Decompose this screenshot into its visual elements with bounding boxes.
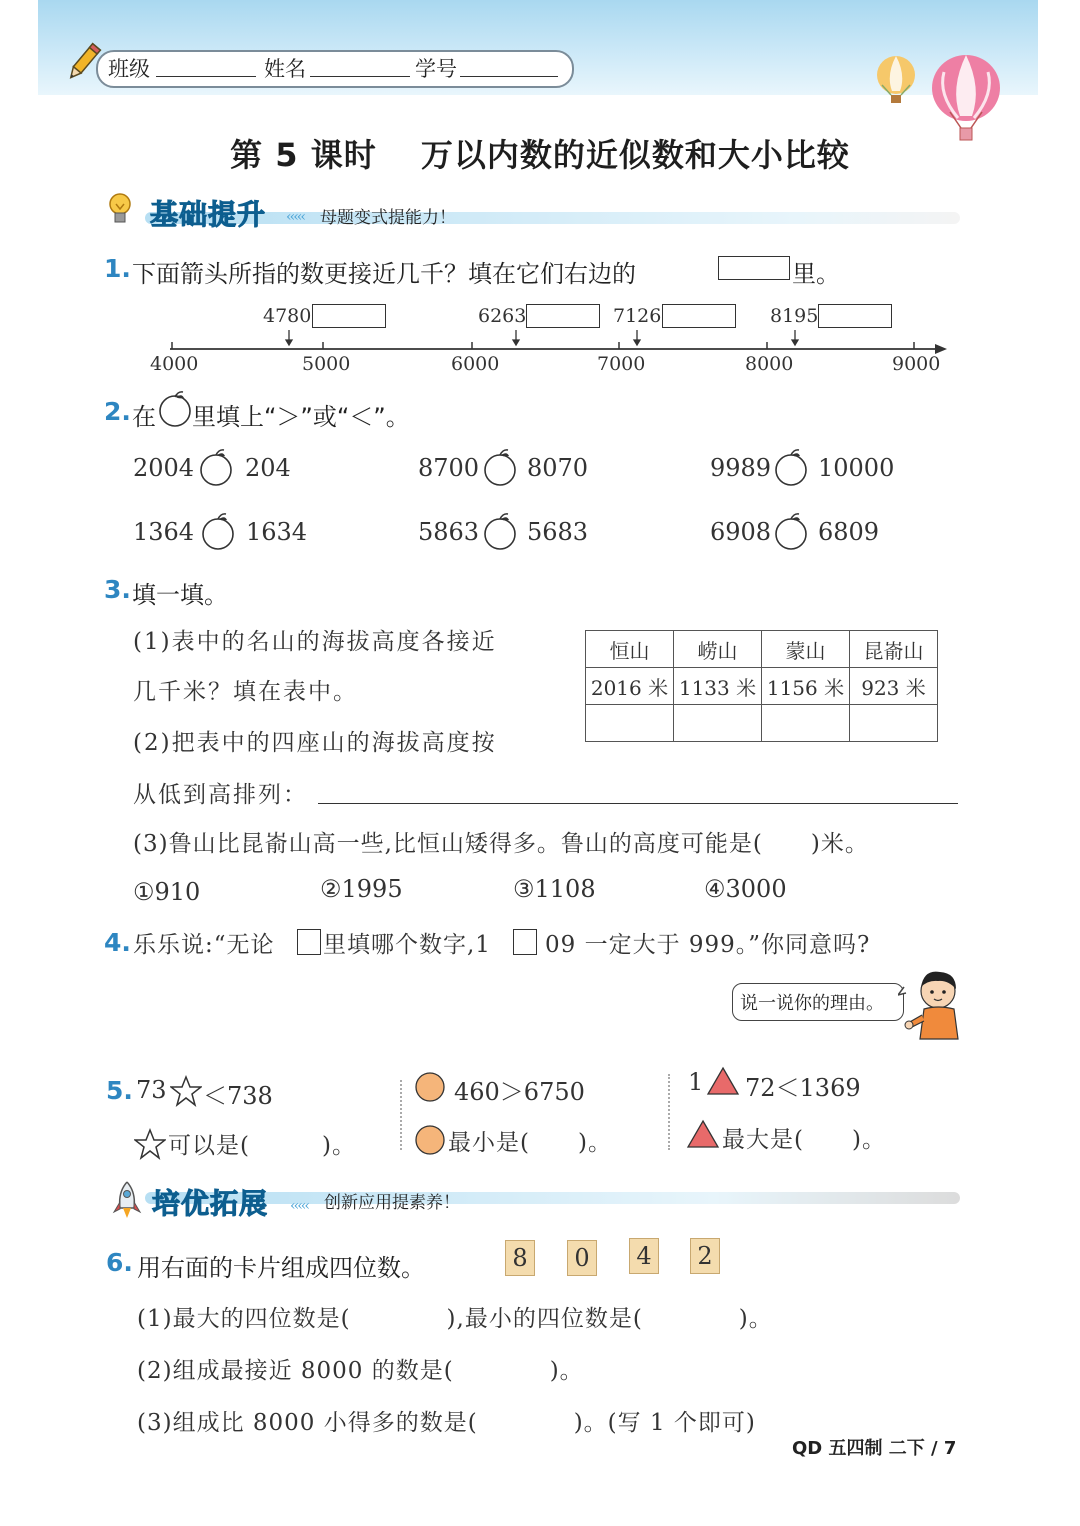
apple-answer-circle[interactable]	[771, 446, 811, 486]
compare-left: 2004	[133, 454, 195, 482]
expression-text: 72＜1369	[745, 1074, 861, 1102]
compare-right: 204	[245, 454, 291, 482]
digit-card: 4	[629, 1238, 659, 1274]
lightbulb-icon	[106, 192, 134, 226]
star-icon	[170, 1075, 202, 1107]
apple-answer-circle[interactable]	[198, 510, 238, 550]
question-text: 填一填。	[132, 581, 228, 609]
question-text: 下面箭头所指的数更接近几千？填在它们右边的	[132, 260, 636, 288]
name-field[interactable]	[310, 76, 410, 77]
question-number: 3.	[104, 575, 131, 604]
question-number: 1.	[104, 254, 131, 283]
red-triangle-icon	[686, 1119, 720, 1149]
id-field[interactable]	[460, 76, 558, 77]
section-subtitle-basic: 母题变式提能力！	[320, 208, 456, 228]
tick-label: 8000	[745, 353, 794, 375]
apple-answer-circle[interactable]	[771, 510, 811, 550]
question-text: 乐乐说:“无论	[133, 932, 275, 958]
compare-right: 6809	[818, 518, 880, 546]
compare-left: 6908	[710, 518, 772, 546]
digit-box-icon	[513, 929, 537, 955]
answer-prompt: 可以是( )。	[168, 1133, 356, 1159]
subquestion-text: (2)组成最接近 8000 的数是( )。	[137, 1358, 584, 1384]
section-bar	[145, 212, 960, 224]
option: ④3000	[704, 875, 787, 903]
divider	[668, 1074, 670, 1150]
lesson-topic: 万以内数的近似数和大小比较	[420, 136, 850, 174]
subquestion-text: (1)表中的名山的海拔高度各接近	[133, 629, 497, 655]
table-header-cell: 昆嵛山	[850, 631, 938, 668]
tick-label: 5000	[302, 353, 351, 375]
orange-circle-icon	[414, 1124, 446, 1156]
digit-box-icon	[297, 929, 321, 955]
answer-box[interactable]	[818, 304, 892, 328]
question-text-end: 里。	[792, 260, 840, 288]
compare-left: 8700	[418, 454, 480, 482]
table-header-cell: 蒙山	[762, 631, 850, 668]
table-cell: 2016 米	[586, 668, 674, 705]
table-answer-cell[interactable]	[586, 705, 674, 742]
speech-bubble-text: 说一说你的理由。	[740, 993, 884, 1014]
table-header-cell: 恒山	[586, 631, 674, 668]
apple-answer-circle[interactable]	[480, 510, 520, 550]
pointer-label: 8195	[770, 305, 819, 327]
star-icon	[134, 1128, 166, 1160]
tick-label: 4000	[150, 353, 199, 375]
subquestion-text: 几千米？填在表中。	[133, 679, 358, 705]
question-text-end: 里填上“＞”或“＜”。	[192, 403, 410, 431]
boy-character-icon	[898, 967, 966, 1047]
question-text: 09 一定大于 999。”你同意吗?	[545, 932, 871, 958]
expression-text: ＜738	[203, 1082, 273, 1110]
section-title-advanced: 培优拓展	[152, 1187, 269, 1220]
small-balloon-icon	[872, 55, 922, 110]
example-box	[718, 256, 790, 280]
compare-right: 10000	[818, 454, 895, 482]
expression-text: 1	[688, 1068, 704, 1096]
pointer-label: 4780	[263, 305, 312, 327]
option: ③1108	[513, 875, 596, 903]
lesson-number: 第 5 课时	[230, 136, 377, 174]
compare-left: 1364	[133, 518, 195, 546]
tick-label: 6000	[451, 353, 500, 375]
subquestion-text: (3)鲁山比昆嵛山高一些,比恒山矮得多。鲁山的高度可能是( )米。	[133, 831, 869, 857]
pointer-label: 7126	[613, 305, 662, 327]
question-text: 在	[132, 403, 156, 431]
subquestion-text: 从低到高排列：	[133, 782, 308, 808]
compare-right: 8070	[527, 454, 589, 482]
tick-label: 9000	[892, 353, 941, 375]
table-header-cell: 崂山	[674, 631, 762, 668]
compare-right: 1634	[246, 518, 308, 546]
apple-circle-icon	[158, 390, 192, 428]
table-answer-cell[interactable]	[674, 705, 762, 742]
page-footer: QD 五四制 二下 / 7	[792, 1438, 957, 1459]
answer-box[interactable]	[526, 304, 600, 328]
expression-text: 73	[136, 1076, 167, 1104]
question-number: 2.	[104, 397, 131, 426]
option: ②1995	[320, 875, 403, 903]
table-answer-cell[interactable]	[762, 705, 850, 742]
apple-answer-circle[interactable]	[480, 446, 520, 486]
question-number: 4.	[104, 928, 131, 957]
section-title-basic: 基础提升	[150, 198, 267, 231]
table-cell: 1156 米	[762, 668, 850, 705]
compare-left: 5863	[418, 518, 480, 546]
class-label: 班级	[108, 57, 150, 81]
page-title	[0, 130, 1080, 176]
subquestion-text: (3)组成比 8000 小得多的数是( )。(写 1 个即可)	[137, 1410, 756, 1436]
compare-left: 9989	[710, 454, 772, 482]
compare-right: 5683	[527, 518, 589, 546]
pointer-label: 6263	[478, 305, 527, 327]
option: ①910	[133, 878, 201, 906]
expression-text: 460＞6750	[454, 1078, 585, 1106]
chevron-decoration: ‹‹‹‹‹	[286, 209, 304, 225]
name-label: 姓名	[264, 57, 306, 81]
divider	[400, 1080, 402, 1150]
orange-circle-icon	[414, 1071, 446, 1103]
tick-label: 7000	[597, 353, 646, 375]
question-text: 用右面的卡片组成四位数。	[137, 1254, 425, 1282]
chevron-decoration: ‹‹‹‹‹	[290, 1198, 308, 1214]
digit-card: 2	[690, 1238, 720, 1274]
mountain-table	[585, 630, 938, 742]
question-number: 6.	[106, 1248, 133, 1277]
answer-prompt: 最小是( )。	[448, 1130, 612, 1156]
answer-line[interactable]	[318, 803, 958, 804]
question-number: 5.	[106, 1076, 133, 1105]
question-text: 里填哪个数字,1	[323, 932, 491, 958]
table-cell: 923 米	[850, 668, 938, 705]
table-answer-cell[interactable]	[850, 705, 938, 742]
answer-box[interactable]	[662, 304, 736, 328]
subquestion-text: (1)最大的四位数是( ),最小的四位数是( )。	[137, 1306, 773, 1332]
answer-box[interactable]	[312, 304, 386, 328]
subquestion-text: (2)把表中的四座山的海拔高度按	[133, 730, 497, 756]
rocket-icon	[112, 1180, 142, 1220]
section-subtitle-advanced: 创新应用提素养！	[324, 1193, 460, 1213]
table-cell: 1133 米	[674, 668, 762, 705]
red-triangle-icon	[706, 1066, 740, 1096]
class-field[interactable]	[156, 76, 256, 77]
student-info-bar	[96, 50, 574, 88]
digit-card: 8	[505, 1240, 535, 1276]
digit-card: 0	[567, 1240, 597, 1276]
answer-prompt: 最大是( )。	[722, 1127, 886, 1153]
id-label: 学号	[415, 57, 457, 81]
apple-answer-circle[interactable]	[196, 446, 236, 486]
